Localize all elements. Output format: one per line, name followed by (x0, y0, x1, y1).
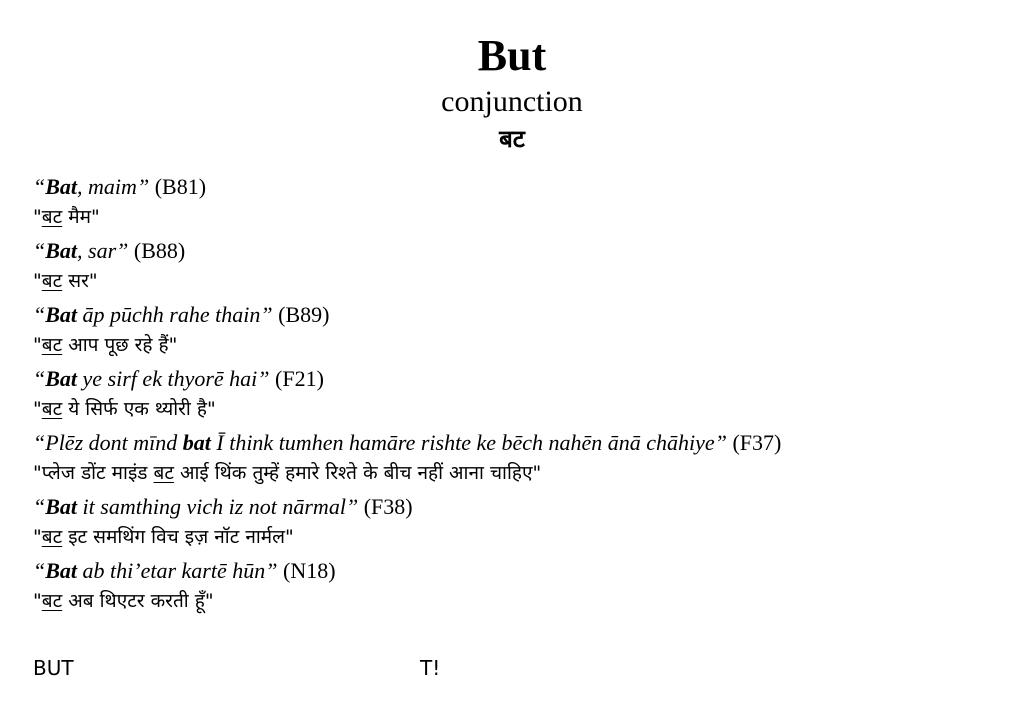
keyword-devanagari: बट (41, 270, 63, 292)
transliteration: “Bat ab thi’etar kartē hūn” (N18) (33, 558, 336, 583)
keyword: Bat (45, 302, 78, 327)
devanagari-line: "बट इट समथिंग विच इज़ नॉट नार्मल" (33, 526, 294, 548)
keyword-devanagari: बट (41, 590, 63, 612)
source-ref: (F37) (732, 430, 782, 455)
example-entry (33, 492, 1004, 552)
example-entry (33, 236, 1004, 296)
source-ref: (B89) (278, 302, 330, 327)
keyword: Bat (45, 494, 78, 519)
part-of-speech: conjunction (441, 85, 583, 118)
headword: But (477, 31, 547, 80)
keyword-devanagari: बट (41, 206, 63, 228)
example-entry (33, 556, 1004, 616)
source-ref: (B81) (154, 174, 207, 199)
keyword-devanagari: बट (41, 398, 63, 420)
keyword-devanagari: बट (41, 334, 63, 356)
example-entry (33, 428, 1004, 488)
devanagari-line: "बट सर" (33, 270, 98, 292)
devanagari-line: "बट अब थिएटर करती हूँ" (33, 590, 214, 612)
keyword: bat (182, 430, 211, 455)
source-ref: (B88) (133, 238, 186, 263)
keyword: Bat (45, 174, 78, 199)
example-entry (33, 364, 1004, 424)
page-footer (33, 656, 1004, 686)
footer-right-text: T! (420, 656, 441, 680)
devanagari-line: "प्लेज डोंट माइंड बट आई थिंक तुम्हें हमारे रिश्ते के बीच नहीं आना चाहिए" (33, 462, 542, 484)
transliteration: “Bat ye sirf ek thyorē hai” (F21) (33, 366, 324, 391)
devanagari-line: "बट ये सिर्फ एक थ्योरी है" (33, 398, 216, 420)
example-entry (33, 172, 1004, 232)
devanagari-line: "बट मैम" (33, 206, 100, 228)
keyword: Bat (45, 366, 78, 391)
example-entry (33, 300, 1004, 360)
headword-devanagari: बट (499, 125, 525, 153)
source-ref: (F38) (363, 494, 413, 519)
transliteration: “Plēz dont mīnd bat Ī think tumhen hamāre rishte ke bēch nahēn ānā chāhiye” (F37) (33, 430, 782, 455)
keyword-devanagari: बट (153, 462, 174, 484)
transliteration: “Bat it samthing vich iz not nārmal” (F38) (33, 494, 413, 519)
transliteration: “Bat āp pūchh rahe thain” (B89) (33, 302, 330, 327)
keyword: Bat (45, 558, 78, 583)
source-ref: (N18) (283, 558, 336, 583)
keyword-devanagari: बट (41, 526, 63, 548)
keyword: Bat (45, 238, 78, 263)
footer-left-text: BUT (33, 656, 74, 680)
example-list (33, 172, 1004, 620)
devanagari-line: "बट आप पूछ रहे हैं" (33, 334, 178, 356)
transliteration: “Bat, sar” (B88) (33, 238, 186, 263)
transliteration: “Bat, maim” (B81) (33, 174, 207, 199)
source-ref: (F21) (275, 366, 324, 391)
entry-header (0, 30, 1024, 156)
